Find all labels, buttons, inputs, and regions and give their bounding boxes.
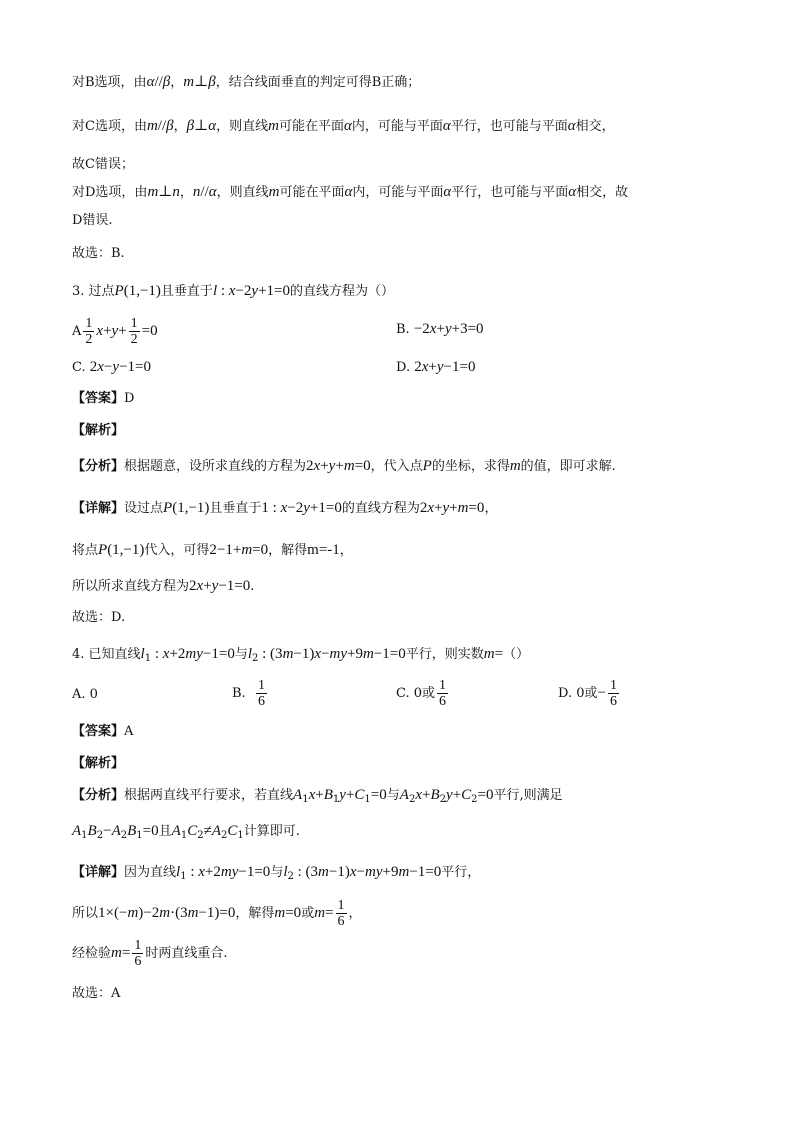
d-option-line: 对D选项，由m⊥n，n//α，则直线m可能在平面α内，可能与平面α平行，也可能与平面α相交，故: [72, 184, 629, 200]
c-option-line: 对C选项，由m//β，β⊥α，则直线m可能在平面α内，可能与平面α平行，也可能与平面α相交，: [72, 118, 615, 134]
q3-step2: 将点P(1,−1)代入，可得2−1+m=0，解得m=-1，: [72, 542, 353, 558]
q3-option-d: D. 2x+y−1=0: [396, 359, 476, 375]
q3-select: 故选：D.: [72, 610, 126, 625]
q4-xiangjie: 【详解】因为直线$l_1$ : x+2my−1=0与$l_2$ : (3m−1)x−my+9m−1=0平行，: [72, 864, 481, 882]
q4-option-a: A. 0: [72, 687, 98, 702]
q4-answer: 【答案】A: [72, 724, 134, 739]
c-wrong-line: 故C错误；: [72, 157, 134, 172]
q4-option-c: C. 0或 $\frac{1}{6}$: [396, 678, 447, 709]
q3-fenxi: 【分析】根据题意，设所求直线的方程为2x+y+m=0，代入点P的坐标，求得m的值，即可求解.: [72, 458, 616, 474]
q3-analysis-tag: 【解析】: [72, 423, 125, 438]
q3-option-a: A $\frac{1}{2}$ x+y+ $\frac{1}{2}$ =0: [72, 316, 158, 347]
q4-option-b: B. $\frac{1}{6}$: [232, 678, 265, 709]
q4-stem: 4. 已知直线$l_1$ : x+2my−1=0与$l_2$ : (3m−1)x−my+9m−1=0平行，则实数m=（）: [72, 646, 530, 664]
q4-step3: 经检验m= $\frac{1}{6}$ 时两直线重合.: [72, 938, 228, 969]
d-wrong-line: D错误.: [72, 213, 113, 228]
q4-select: 故选：A: [72, 986, 121, 1001]
q4-fenxi: 【分析】根据两直线平行要求，若直线$A_1x+B_1y+C_1=0$与$A_2x+B_2y+C_2=0$平行,则满足: [72, 787, 563, 805]
q4-analysis-tag: 【解析】: [72, 756, 125, 771]
q3-answer: 【答案】D: [72, 391, 135, 406]
q4-option-d: D. 0或− $\frac{1}{6}$: [558, 678, 617, 709]
q3-step3: 所以所求直线方程为2x+y−1=0.: [72, 578, 255, 594]
q4-step2: 所以1×(−m)−2m·(3m−1)=0，解得m=0或m= $\frac{1}{6}$ ，: [72, 898, 362, 929]
q3-xiangjie: 【详解】设过点P(1,−1)且垂直于1 : x−2y+1=0的直线方程为2x+y+m=0，: [72, 500, 498, 516]
select-b: 故选：B.: [72, 246, 125, 261]
q4-fenxi2: $A_1B_2-A_2B_1=0$且$A_1C_2\ne A_2C_1$计算即可.: [72, 823, 300, 841]
q3-stem: 3. 过点P(1,−1)且垂直于l : x−2y+1=0的直线方程为（）: [72, 283, 395, 299]
q3-option-c: C. 2x−y−1=0: [72, 359, 151, 375]
q3-option-b: B. −2x+y+3=0: [396, 321, 484, 337]
b-option-line: 对B选项，由α//β，m⊥β，结合线面垂直的判定可得B正确；: [72, 74, 421, 90]
